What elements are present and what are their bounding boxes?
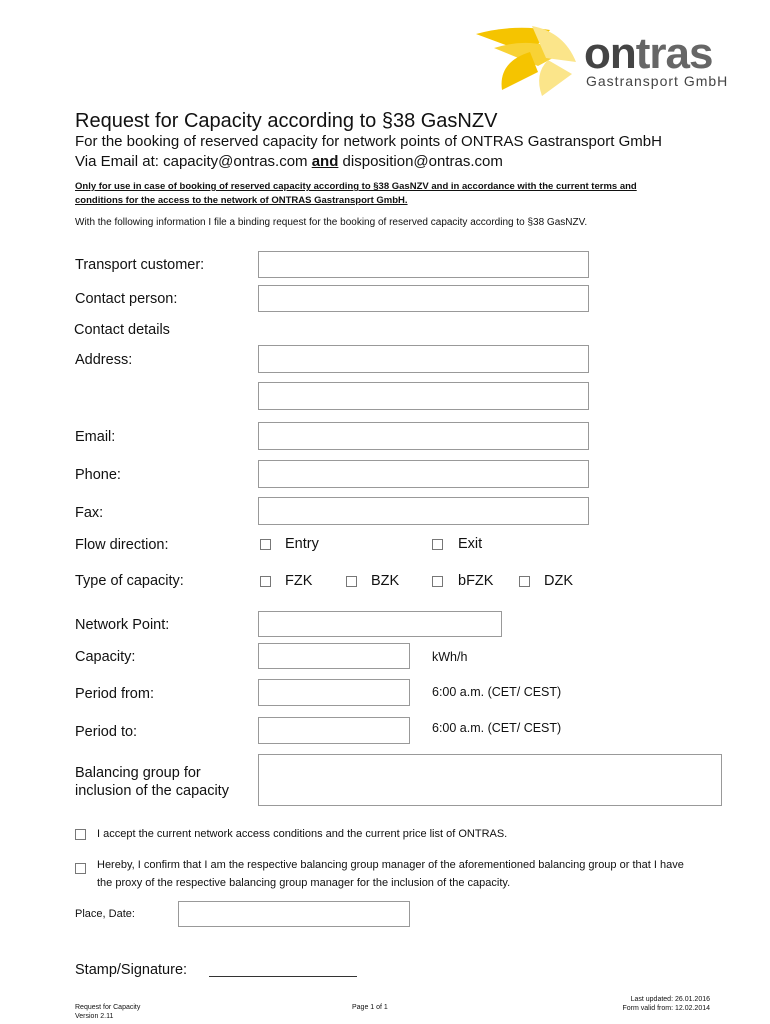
confirm-manager-text-line1: Hereby, I confirm that I am the respective balancing group manager of the aforementioned balancing group or that I have bbox=[97, 859, 684, 871]
balancing-group-field[interactable] bbox=[258, 754, 722, 806]
network-point-field[interactable] bbox=[258, 611, 502, 637]
footer-page-number: Page 1 of 1 bbox=[352, 1004, 388, 1011]
capacity-label: Capacity: bbox=[75, 649, 136, 665]
capacity-bzk-label: BZK bbox=[371, 573, 400, 589]
footer-doc-name: Request for Capacity bbox=[75, 1004, 141, 1011]
address-field-line1[interactable] bbox=[258, 345, 589, 373]
stamp-signature-label: Stamp/Signature: bbox=[75, 962, 188, 978]
transport-customer-field[interactable] bbox=[258, 251, 589, 278]
flow-entry-checkbox[interactable] bbox=[260, 539, 271, 550]
capacity-dzk-checkbox[interactable] bbox=[519, 576, 530, 587]
email-prefix: Via Email at: capacity@ontras.com bbox=[75, 153, 312, 170]
email-instructions bbox=[75, 153, 503, 170]
capacity-bfzk-label: bFZK bbox=[458, 573, 494, 589]
fax-field[interactable] bbox=[258, 497, 589, 525]
logo-wordmark bbox=[584, 29, 713, 78]
flow-direction-label: Flow direction: bbox=[75, 537, 169, 553]
email-field[interactable] bbox=[258, 422, 589, 450]
capacity-fzk-label: FZK bbox=[285, 573, 313, 589]
contact-person-label: Contact person: bbox=[75, 291, 178, 307]
capacity-field[interactable] bbox=[258, 643, 410, 669]
capacity-unit: kWh/h bbox=[432, 650, 468, 664]
network-point-label: Network Point: bbox=[75, 617, 170, 633]
logo-subtitle: Gastransport GmbH bbox=[586, 73, 729, 89]
accept-conditions-text: I accept the current network access conditions and the current price list of ONTRAS. bbox=[97, 828, 508, 840]
transport-customer-label: Transport customer: bbox=[75, 257, 205, 273]
flow-exit-checkbox[interactable] bbox=[432, 539, 443, 550]
address-label: Address: bbox=[75, 352, 133, 368]
balancing-group-label-line2: inclusion of the capacity bbox=[75, 783, 229, 799]
type-of-capacity-label: Type of capacity: bbox=[75, 573, 184, 589]
footer-version: Version 2.11 bbox=[75, 1013, 114, 1020]
confirm-manager-text-line2: the proxy of the respective balancing group manager for the inclusion of the capacity. bbox=[97, 877, 511, 889]
logo-word-on: on bbox=[584, 29, 636, 78]
footer-last-updated: Last updated: 26.01.2016 bbox=[630, 996, 710, 1003]
email-label: Email: bbox=[75, 429, 116, 445]
signature-line[interactable] bbox=[209, 975, 357, 977]
capacity-bzk-checkbox[interactable] bbox=[346, 576, 357, 587]
phone-label: Phone: bbox=[75, 467, 121, 483]
period-to-label: Period to: bbox=[75, 724, 138, 740]
contact-details-heading: Contact details bbox=[74, 322, 170, 338]
flow-exit-label: Exit bbox=[458, 536, 483, 552]
phone-field[interactable] bbox=[258, 460, 589, 488]
balancing-group-label-line1: Balancing group for bbox=[75, 765, 201, 781]
contact-person-field[interactable] bbox=[258, 285, 589, 312]
intro-text: With the following information I file a binding request for the booking of reserved capacity according to §38 GasNZV. bbox=[75, 217, 588, 228]
flow-entry-label: Entry bbox=[285, 536, 319, 552]
period-from-label: Period from: bbox=[75, 686, 154, 702]
subtitle: For the booking of reserved capacity for network points of ONTRAS Gastransport GmbH bbox=[75, 133, 662, 150]
address-field-line2[interactable] bbox=[258, 382, 589, 410]
sun-rays-logo-icon bbox=[472, 22, 582, 98]
period-to-time: 6:00 a.m. (CET/ CEST) bbox=[432, 721, 562, 735]
period-to-field[interactable] bbox=[258, 717, 410, 744]
accept-conditions-checkbox[interactable] bbox=[75, 829, 86, 840]
footer-form-valid: Form valid from: 12.02.2014 bbox=[622, 1005, 710, 1012]
confirm-manager-checkbox[interactable] bbox=[75, 863, 86, 874]
place-date-label: Place, Date: bbox=[75, 908, 135, 920]
logo-word-tras: tras bbox=[635, 29, 713, 78]
usage-notice: Only for use in case of booking of reserved capacity according to §38 GasNZV and in accordance with the current terms and conditions for the access to the network of ONTRAS Gastransport GmbH. bbox=[75, 181, 637, 206]
and-word: and bbox=[311, 153, 339, 170]
page-title: Request for Capacity according to §38 GasNZV bbox=[75, 110, 498, 132]
email-suffix: disposition@ontras.com bbox=[338, 153, 503, 170]
capacity-fzk-checkbox[interactable] bbox=[260, 576, 271, 587]
period-from-field[interactable] bbox=[258, 679, 410, 706]
place-date-field[interactable] bbox=[178, 901, 410, 927]
fax-label: Fax: bbox=[75, 505, 104, 521]
period-from-time: 6:00 a.m. (CET/ CEST) bbox=[432, 685, 562, 699]
capacity-bfzk-checkbox[interactable] bbox=[432, 576, 443, 587]
capacity-dzk-label: DZK bbox=[544, 573, 573, 589]
